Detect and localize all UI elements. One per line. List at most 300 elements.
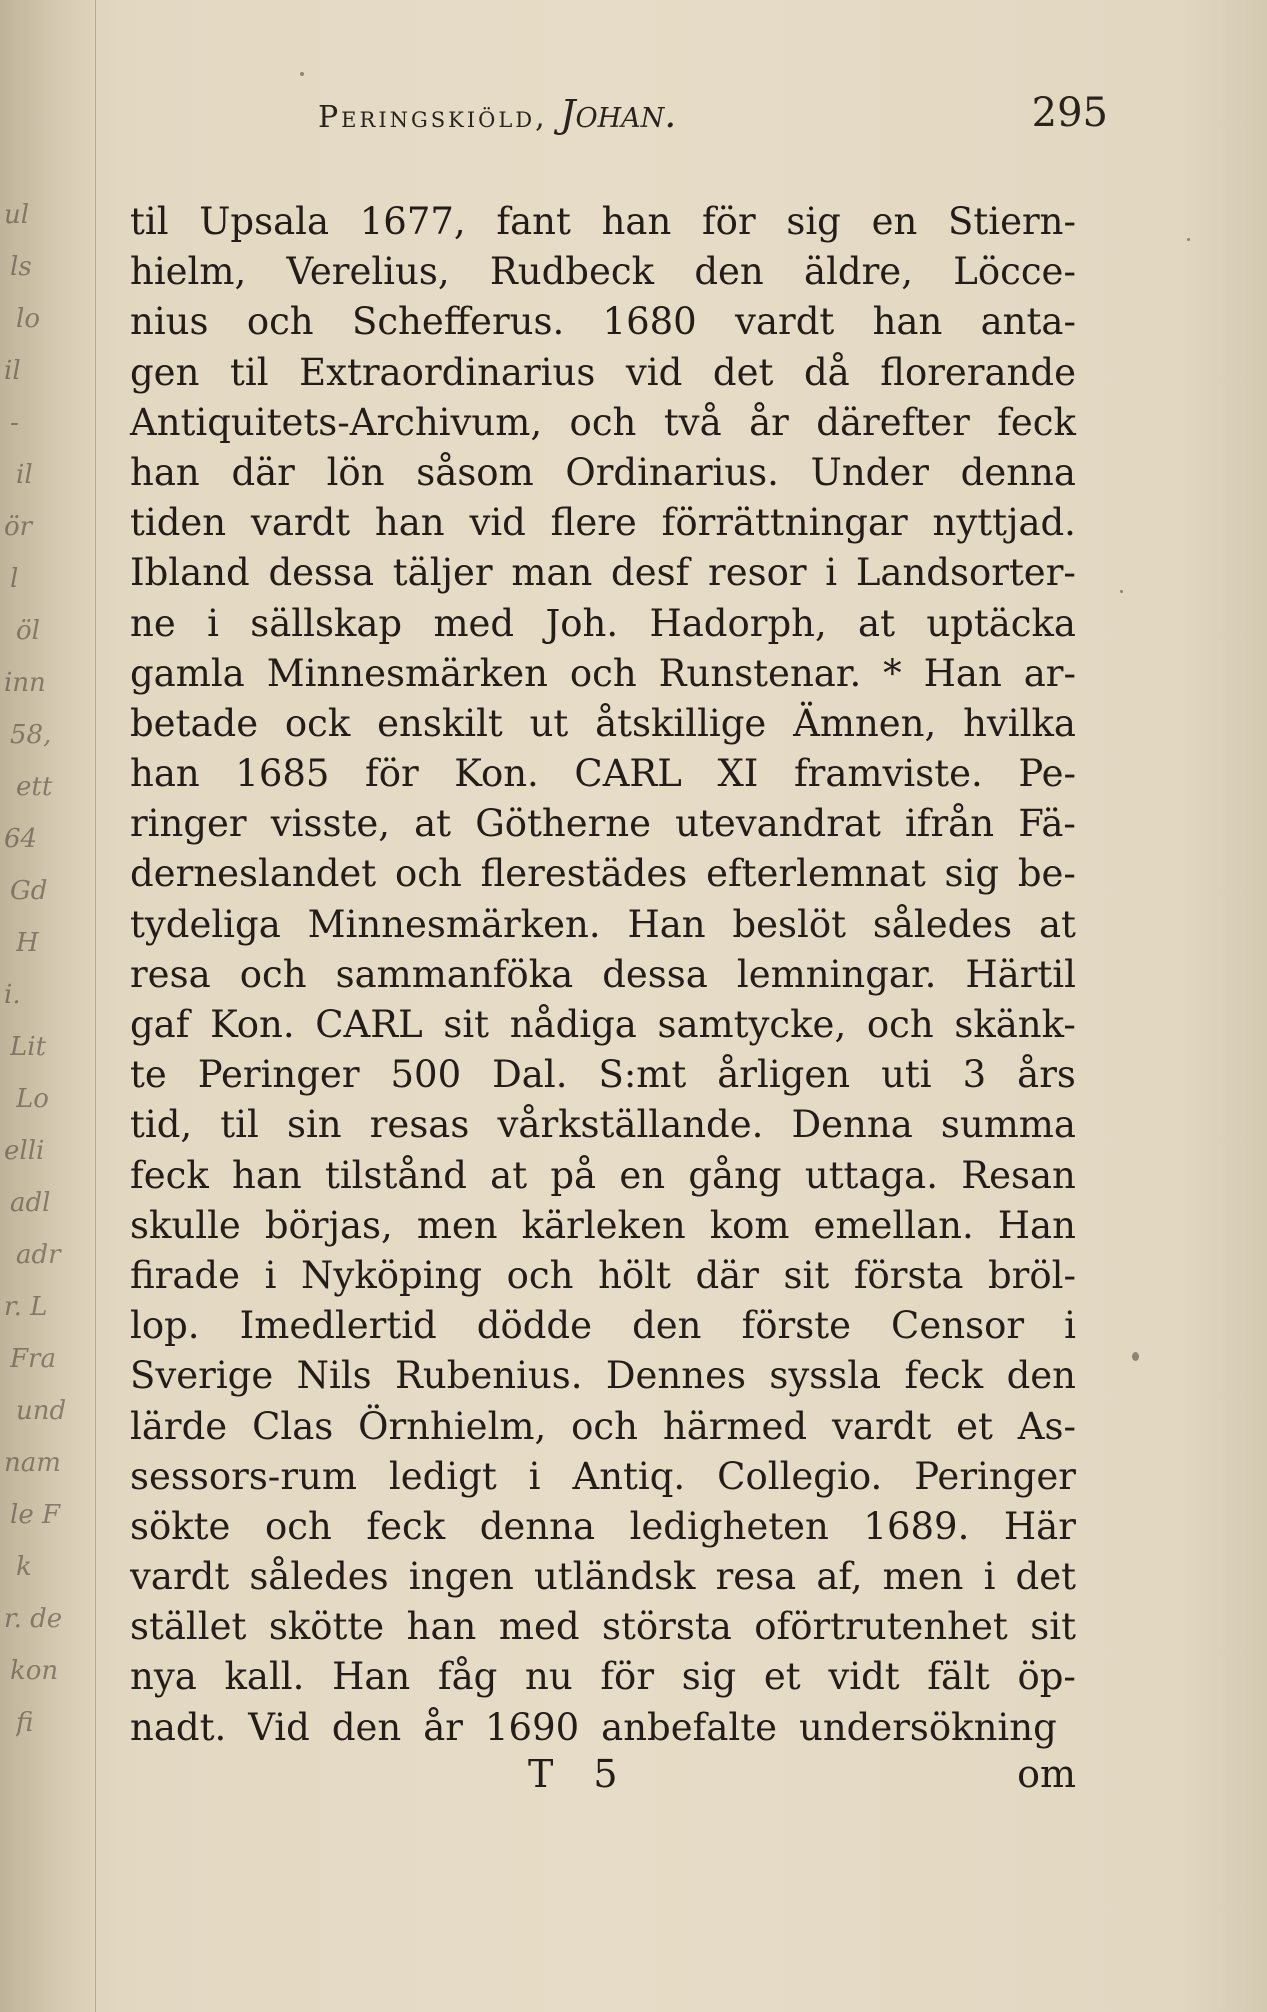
word: 500 <box>390 1053 462 1097</box>
word: feck <box>366 1504 446 1548</box>
word: Ibland <box>130 551 250 595</box>
word: fant <box>496 200 571 243</box>
word: år <box>423 1705 463 1749</box>
bleed-through-fragment: 64 <box>4 824 38 854</box>
text-line <box>130 1000 1076 1050</box>
word: flerestädes <box>480 852 688 896</box>
word: feck <box>904 1354 984 1398</box>
word: nyttjad. <box>932 501 1076 545</box>
word: Han <box>627 902 706 946</box>
word: börjas, <box>264 1203 393 1247</box>
word: och <box>394 852 462 896</box>
word: och <box>239 952 307 996</box>
word: öp- <box>1017 1655 1076 1699</box>
word: för <box>701 200 756 243</box>
word: ingen <box>408 1555 514 1599</box>
page-footer <box>130 1752 1076 1802</box>
word: Denna <box>791 1103 913 1147</box>
word: As- <box>1017 1404 1076 1448</box>
text-line <box>130 1602 1076 1652</box>
word: två <box>663 400 722 444</box>
word: och <box>569 400 637 444</box>
word: feck <box>997 400 1076 444</box>
bleed-through-fragment: öl <box>16 616 40 646</box>
bleed-through-fragment: ls <box>10 252 32 282</box>
bleed-through-fragment: H <box>16 928 39 958</box>
word: Örnhielm, <box>358 1404 547 1448</box>
word: af, <box>816 1555 863 1599</box>
word: nya <box>130 1655 197 1699</box>
bleed-through-fragment: ett <box>16 772 53 802</box>
word: derneslandet <box>130 852 377 896</box>
word: beslöt <box>732 902 846 946</box>
word: hielm, <box>130 250 247 294</box>
word: utländsk <box>533 1555 696 1599</box>
word: sin <box>286 1103 342 1147</box>
word: Antiq. <box>572 1454 686 1498</box>
word: kom <box>709 1203 790 1247</box>
text-line <box>130 1452 1076 1502</box>
word: den <box>1006 1354 1076 1398</box>
bleed-through-fragment: 58, <box>10 720 52 750</box>
word: Dennes <box>605 1354 746 1398</box>
text-line <box>130 1251 1076 1301</box>
word: Nyköping <box>301 1253 483 1297</box>
bleed-through-fragment: fi <box>16 1708 34 1738</box>
word: kall. <box>224 1655 305 1699</box>
word: tid, <box>130 1103 193 1147</box>
word: Censor <box>891 1304 1025 1348</box>
word: anta- <box>980 300 1076 344</box>
text-line <box>130 398 1076 448</box>
word: gen <box>130 350 200 394</box>
word: Antiquitets-Archivum, <box>130 400 543 444</box>
word: Imedlertid <box>239 1304 437 1348</box>
word: Peringer <box>197 1053 360 1097</box>
word: denna <box>479 1504 596 1548</box>
text-line <box>130 498 1076 548</box>
word: men <box>882 1555 964 1599</box>
word: Joh. <box>545 601 619 645</box>
word: han <box>406 1605 477 1649</box>
word: gaf <box>130 1003 190 1046</box>
word: CARL <box>315 1003 423 1046</box>
bleed-through-fragment: und <box>16 1396 67 1426</box>
text-line <box>130 197 1076 247</box>
word: Minnesmärken. <box>307 902 601 946</box>
word: täljer <box>392 551 493 595</box>
word: i <box>825 551 838 595</box>
bleed-through-fragment: l <box>10 564 19 594</box>
running-head-surname: Peringskiöld, <box>318 100 548 135</box>
word: ringer <box>130 802 247 846</box>
word: vardt <box>130 1555 230 1599</box>
bleed-through-fragment: inn <box>4 668 46 698</box>
word: Här <box>1003 1504 1076 1548</box>
word: vidt <box>828 1655 900 1699</box>
text-line <box>130 1552 1076 1602</box>
word: den <box>632 1304 702 1348</box>
word: sökte <box>130 1504 231 1548</box>
word: och <box>571 1404 638 1448</box>
page-number: 295 <box>1031 90 1108 136</box>
word: Kon. <box>210 1003 295 1046</box>
word: Fä- <box>1018 802 1076 846</box>
word: florerande <box>880 350 1076 394</box>
word: och <box>506 1253 574 1297</box>
word: Hadorph, <box>649 601 827 645</box>
word: Han <box>332 1655 411 1699</box>
word: härmed <box>662 1404 808 1448</box>
text-line <box>130 1351 1076 1401</box>
text-line <box>130 448 1076 498</box>
word: til <box>230 350 269 394</box>
word: undersökning <box>798 1705 1057 1749</box>
word: första <box>853 1253 964 1297</box>
word: uttaga. <box>804 1153 938 1197</box>
word: han <box>601 200 672 243</box>
word: ne <box>130 601 176 645</box>
word: Han <box>997 1203 1076 1247</box>
word: sammanföka <box>335 952 574 996</box>
text-line <box>130 247 1076 297</box>
word: största <box>602 1605 732 1649</box>
word: CARL <box>574 752 682 796</box>
word: ut <box>529 701 569 745</box>
word: tilstånd <box>324 1153 467 1197</box>
word: Löcce- <box>953 250 1076 294</box>
ink-speck <box>300 72 304 76</box>
text-line <box>130 1151 1076 1201</box>
word: han <box>374 501 445 545</box>
word: dödde <box>476 1304 593 1348</box>
word: i <box>983 1555 996 1599</box>
word: feck <box>130 1153 209 1197</box>
word: vårkställande. <box>497 1103 764 1147</box>
word: då <box>803 350 850 394</box>
word: uti <box>881 1053 932 1097</box>
bleed-through-fragment: r. L <box>4 1292 48 1322</box>
word: således <box>249 1555 389 1599</box>
word: års <box>1017 1053 1076 1097</box>
word: det <box>712 350 774 394</box>
signature-mark: T 5 <box>528 1752 632 1796</box>
word: resor <box>708 551 807 595</box>
word: Landsorter- <box>855 551 1076 595</box>
word: be- <box>1017 852 1076 896</box>
word: hölt <box>598 1253 671 1297</box>
word: utevandrat <box>675 802 881 846</box>
word: uptäcka <box>926 601 1076 645</box>
word: gamla <box>130 651 245 695</box>
word: där <box>231 450 295 494</box>
text-line <box>130 1502 1076 1552</box>
word: vardt <box>735 300 835 344</box>
text-line <box>130 749 1076 799</box>
word: ledigt <box>388 1454 497 1498</box>
bleed-through-fragment: r. de <box>4 1604 63 1634</box>
word: framviste. <box>793 752 983 796</box>
word: och <box>246 300 314 344</box>
text-line <box>130 1652 1076 1702</box>
text-line <box>130 1703 1076 1753</box>
word: syssla <box>769 1354 882 1398</box>
word: Nils <box>296 1354 372 1398</box>
word: på <box>550 1153 597 1197</box>
word: Minnesmärken <box>266 651 548 695</box>
word: firade <box>130 1253 241 1297</box>
word: år <box>749 400 789 444</box>
bleed-through-fragment: ul <box>4 200 30 230</box>
word: Sverige <box>130 1354 274 1398</box>
word: at <box>1039 902 1076 946</box>
text-line <box>130 297 1076 347</box>
running-head-given: Johan. <box>560 92 677 136</box>
ink-speck <box>1120 590 1123 593</box>
word: betade <box>130 701 259 745</box>
word: han <box>231 1153 302 1197</box>
bleed-through-fragment: kon <box>10 1656 59 1686</box>
word: Verelius, <box>286 250 450 294</box>
word: tydeliga <box>130 902 281 946</box>
word: skänk- <box>954 1003 1076 1046</box>
word: dessa <box>602 952 708 996</box>
catchword: om <box>1017 1752 1076 1796</box>
word: sig <box>681 1655 737 1699</box>
word: oförtrutenhet <box>754 1605 1008 1649</box>
bleed-through-fragment: - <box>10 408 19 438</box>
word: sit <box>443 1003 490 1046</box>
word: 1685 <box>235 752 330 796</box>
word: vid <box>625 350 683 394</box>
text-line <box>130 900 1076 950</box>
word: Vid <box>248 1705 310 1749</box>
word: en <box>871 200 918 243</box>
word: därefter <box>816 400 970 444</box>
word: skulle <box>130 1203 241 1247</box>
word: fåg <box>437 1655 498 1699</box>
word: Resan <box>961 1153 1076 1197</box>
word: ar- <box>1023 651 1076 695</box>
word: där <box>695 1253 759 1297</box>
word: sit <box>783 1253 830 1297</box>
word: sessors-rum <box>130 1454 357 1498</box>
bleed-through-fragment: nam <box>4 1448 61 1478</box>
word: 1677, <box>359 200 466 243</box>
word: i <box>207 601 219 645</box>
word: enskilt <box>377 701 503 745</box>
word: vardt <box>832 1404 932 1448</box>
bleed-through-fragment: adr <box>16 1240 61 1270</box>
text-line <box>130 348 1076 398</box>
word: Rudbeck <box>489 250 655 294</box>
text-line <box>130 849 1076 899</box>
word: med <box>433 601 515 645</box>
word: för <box>600 1655 655 1699</box>
bleed-through-fragment: Gd <box>10 876 48 906</box>
word: nådiga <box>509 1003 637 1046</box>
word: i <box>1064 1304 1076 1348</box>
text-line <box>130 699 1076 749</box>
text-line <box>130 1301 1076 1351</box>
word: samtycke, <box>657 1003 847 1046</box>
word: summa <box>940 1103 1076 1147</box>
word: Runstenar. <box>658 651 862 695</box>
word: Han <box>923 651 1002 695</box>
word: kärleken <box>521 1203 686 1247</box>
word: til <box>130 200 169 243</box>
word: resa <box>130 952 211 996</box>
word: gång <box>688 1153 782 1197</box>
word: lärde <box>130 1404 228 1448</box>
word: förrättningar <box>661 501 908 545</box>
bleed-through-fragment: Fra <box>10 1344 56 1374</box>
word: sällskap <box>250 601 403 645</box>
word: ock <box>284 701 351 745</box>
word: det <box>1015 1555 1076 1599</box>
word: nius <box>130 300 209 344</box>
text-line <box>130 599 1076 649</box>
word: en <box>619 1153 666 1197</box>
word: stället <box>130 1605 247 1649</box>
bleed-through-fragment: Lit <box>10 1032 47 1062</box>
word: Peringer <box>914 1454 1076 1498</box>
bleed-through-fragment: il <box>16 460 33 490</box>
word: at <box>858 601 895 645</box>
bleed-through-fragment: lo <box>16 304 40 334</box>
word: bröl- <box>987 1253 1076 1297</box>
word: resas <box>369 1103 470 1147</box>
bleed-through-fragment: i. <box>4 980 21 1010</box>
word: til <box>220 1103 259 1147</box>
word: 1689. <box>863 1504 970 1548</box>
word: således <box>872 902 1013 946</box>
word: Upsala <box>199 200 330 243</box>
word: resa <box>715 1555 797 1599</box>
word: sig <box>786 200 841 243</box>
word: S:mt <box>598 1053 687 1097</box>
word: årligen <box>717 1053 851 1097</box>
text-line <box>130 799 1076 849</box>
word: man <box>511 551 593 595</box>
word: Dal. <box>492 1053 568 1097</box>
running-head <box>318 92 676 136</box>
word: han <box>130 752 200 796</box>
word: fält <box>927 1655 990 1699</box>
bleed-through-fragment: adl <box>10 1188 51 1218</box>
word: såsom <box>416 450 534 494</box>
word: efterlemnat <box>706 852 926 896</box>
word: emellan. <box>813 1203 974 1247</box>
word: och <box>569 651 637 695</box>
text-line <box>130 950 1076 1000</box>
bleed-through-fragment: le F <box>10 1500 61 1530</box>
text-line <box>130 548 1076 598</box>
word: Schefferus. <box>351 300 565 344</box>
word: et <box>763 1655 801 1699</box>
word: han <box>872 300 943 344</box>
bleed-through-fragment: ör <box>4 512 33 542</box>
word: anbefalte <box>601 1705 777 1749</box>
word: Clas <box>252 1404 334 1448</box>
word: lemningar. <box>736 952 937 996</box>
word: sig <box>944 852 1000 896</box>
word: Kon. <box>454 752 539 796</box>
word: Götherne <box>475 802 652 846</box>
word: 1680 <box>602 300 697 344</box>
word: Extraordinarius <box>299 350 596 394</box>
word: men <box>416 1203 498 1247</box>
word: han <box>130 450 200 494</box>
word: och <box>866 1003 934 1046</box>
word: Ämnen, <box>793 701 937 745</box>
bleed-through-fragment: Lo <box>16 1084 49 1114</box>
word: 1690 <box>484 1705 580 1749</box>
word: ifrån <box>904 802 995 846</box>
word: Under <box>810 450 929 494</box>
word: * <box>883 651 902 695</box>
word: förste <box>741 1304 851 1348</box>
word: Ordinarius. <box>565 450 779 494</box>
word: Stiern- <box>948 200 1076 243</box>
text-line <box>130 649 1076 699</box>
ink-speck <box>1187 238 1190 241</box>
bleed-through-fragment: k <box>16 1552 32 1582</box>
word: hvilka <box>963 701 1076 745</box>
word: Collegio. <box>717 1454 883 1498</box>
word: lön <box>326 450 385 494</box>
word: XI <box>717 752 759 796</box>
word: Härtil <box>965 952 1076 996</box>
word: desf <box>611 551 690 595</box>
word: ledigheten <box>629 1504 829 1548</box>
word: at <box>490 1153 528 1197</box>
word: flere <box>550 501 637 545</box>
word: den <box>694 250 764 294</box>
word: denna <box>960 450 1076 494</box>
word: vardt <box>250 501 351 545</box>
text-line <box>130 1201 1076 1251</box>
word: skötte <box>268 1605 385 1649</box>
word: visste, <box>270 802 390 846</box>
word: sit <box>1030 1605 1076 1649</box>
word: äldre, <box>804 250 913 294</box>
word: med <box>498 1605 580 1649</box>
word: nu <box>525 1655 573 1699</box>
word: nadt. <box>130 1705 227 1749</box>
word: lop. <box>130 1304 200 1348</box>
word: at <box>414 802 452 846</box>
word: 3 <box>962 1053 987 1097</box>
word: dessa <box>268 551 375 595</box>
body-text <box>130 197 1076 1753</box>
word: och <box>265 1504 332 1548</box>
text-line <box>130 1402 1076 1452</box>
page-header <box>318 92 1108 152</box>
word: Pe- <box>1018 752 1076 796</box>
text-line <box>130 1050 1076 1100</box>
word: åtskillige <box>595 701 767 745</box>
word: Rubenius. <box>395 1354 583 1398</box>
word: den <box>331 1705 402 1749</box>
word: i <box>528 1454 541 1498</box>
text-line <box>130 1100 1076 1150</box>
bleed-through-fragment: elli <box>4 1136 45 1166</box>
word: et <box>956 1404 993 1448</box>
word: te <box>130 1053 167 1097</box>
bleed-through-fragment: il <box>4 356 21 386</box>
word: tiden <box>130 501 227 545</box>
